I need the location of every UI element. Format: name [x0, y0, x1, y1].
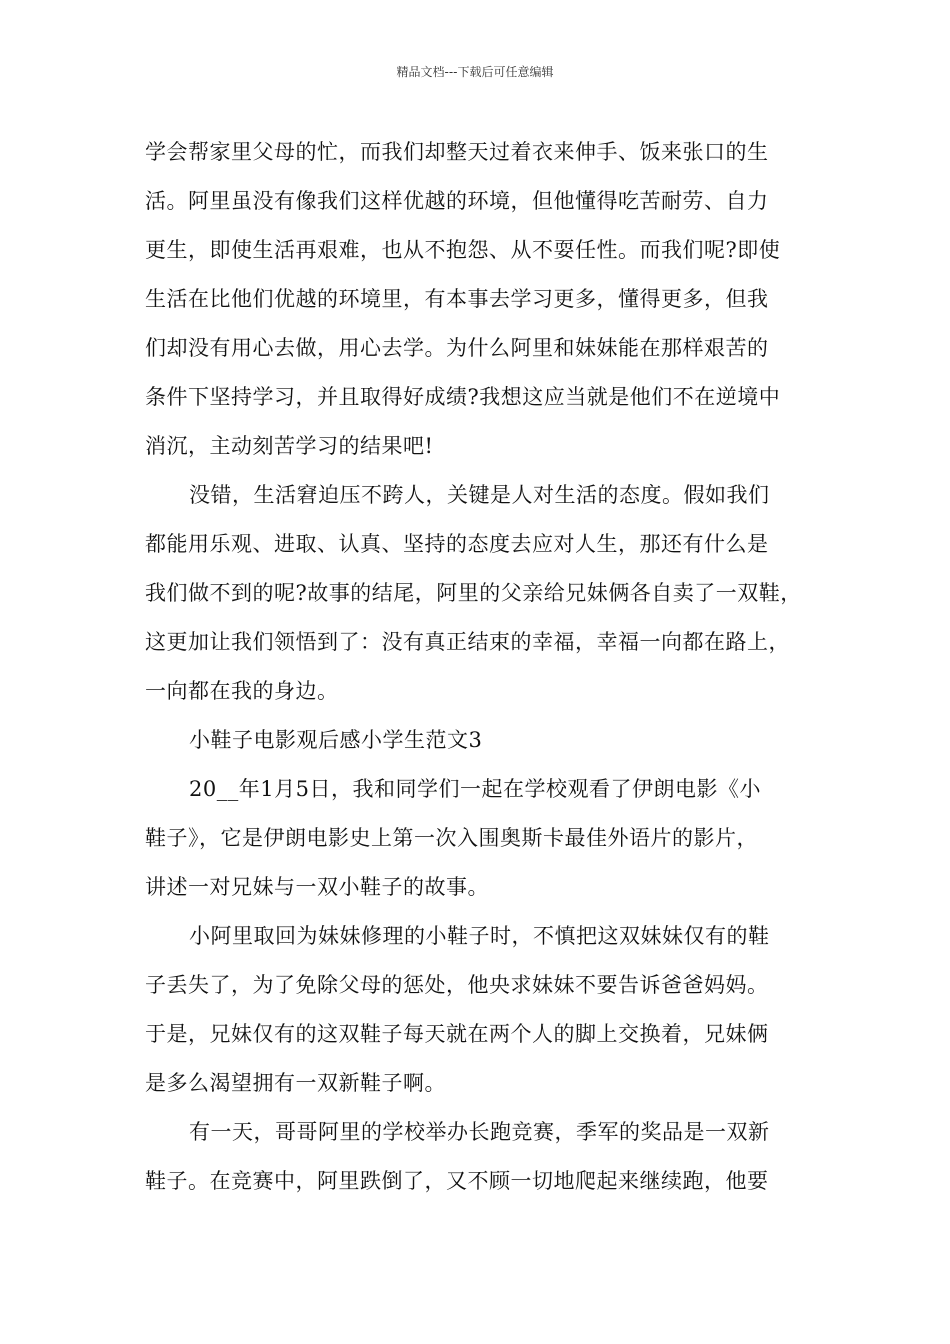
text-line: 20__年1月5日，我和同学们一起在学校观看了伊朗电影《小 [189, 777, 761, 801]
text-line: 有一天，哥哥阿里的学校举办长跑竞赛，季军的奖品是一双新 [189, 1120, 770, 1144]
text-line: 生活在比他们优越的环境里，有本事去学习更多，懂得更多，但我 [145, 287, 769, 311]
section-title: 小鞋子电影观后感小学生范文3 [189, 728, 483, 752]
text-line: 鞋子》，它是伊朗电影史上第一次入围奥斯卡最佳外语片的影片， [145, 826, 758, 850]
text-line: 们却没有用心去做，用心去学。为什么阿里和妹妹能在那样艰苦的 [145, 336, 769, 360]
text-line: 消沉，主动刻苦学习的结果吧! [145, 434, 434, 458]
text-line: 于是，兄妹仅有的这双鞋子每天就在两个人的脚上交换着，兄妹俩 [145, 1022, 769, 1046]
page-header: 精品文档---下载后可任意编辑 [396, 65, 554, 79]
text-line: 我们做不到的呢?故事的结尾，阿里的父亲给兄妹俩各自卖了一双鞋， [145, 581, 802, 605]
text-line: 更生，即使生活再艰难，也从不抱怨、从不耍任性。而我们呢?即使 [145, 238, 781, 262]
document-body [145, 128, 815, 1206]
text-line: 没错，生活窘迫压不跨人，关键是人对生活的态度。假如我们 [189, 483, 770, 507]
text-line: 鞋子。在竞赛中，阿里跌倒了，又不顾一切地爬起来继续跑，他要 [145, 1169, 769, 1193]
text-line: 是多么渴望拥有一双新鞋子啊。 [145, 1071, 446, 1095]
text-line: 子丢失了，为了免除父母的惩处，他央求妹妹不要告诉爸爸妈妈。 [145, 973, 769, 997]
text-line: 一向都在我的身边。 [145, 679, 339, 703]
text-line: 这更加让我们领悟到了：没有真正结束的幸福，幸福一向都在路上， [145, 630, 790, 654]
text-line: 讲述一对兄妹与一双小鞋子的故事。 [145, 875, 489, 899]
text-line: 小阿里取回为妹妹修理的小鞋子时，不慎把这双妹妹仅有的鞋 [189, 924, 770, 948]
text-line: 条件下坚持学习，并且取得好成绩?我想这应当就是他们不在逆境中 [145, 385, 781, 409]
text-line: 学会帮家里父母的忙，而我们却整天过着衣来伸手、饭来张口的生 [145, 140, 769, 164]
text-line: 都能用乐观、进取、认真、坚持的态度去应对人生，那还有什么是 [145, 532, 769, 556]
text-line: 活。阿里虽没有像我们这样优越的环境，但他懂得吃苦耐劳、自力 [145, 189, 769, 213]
